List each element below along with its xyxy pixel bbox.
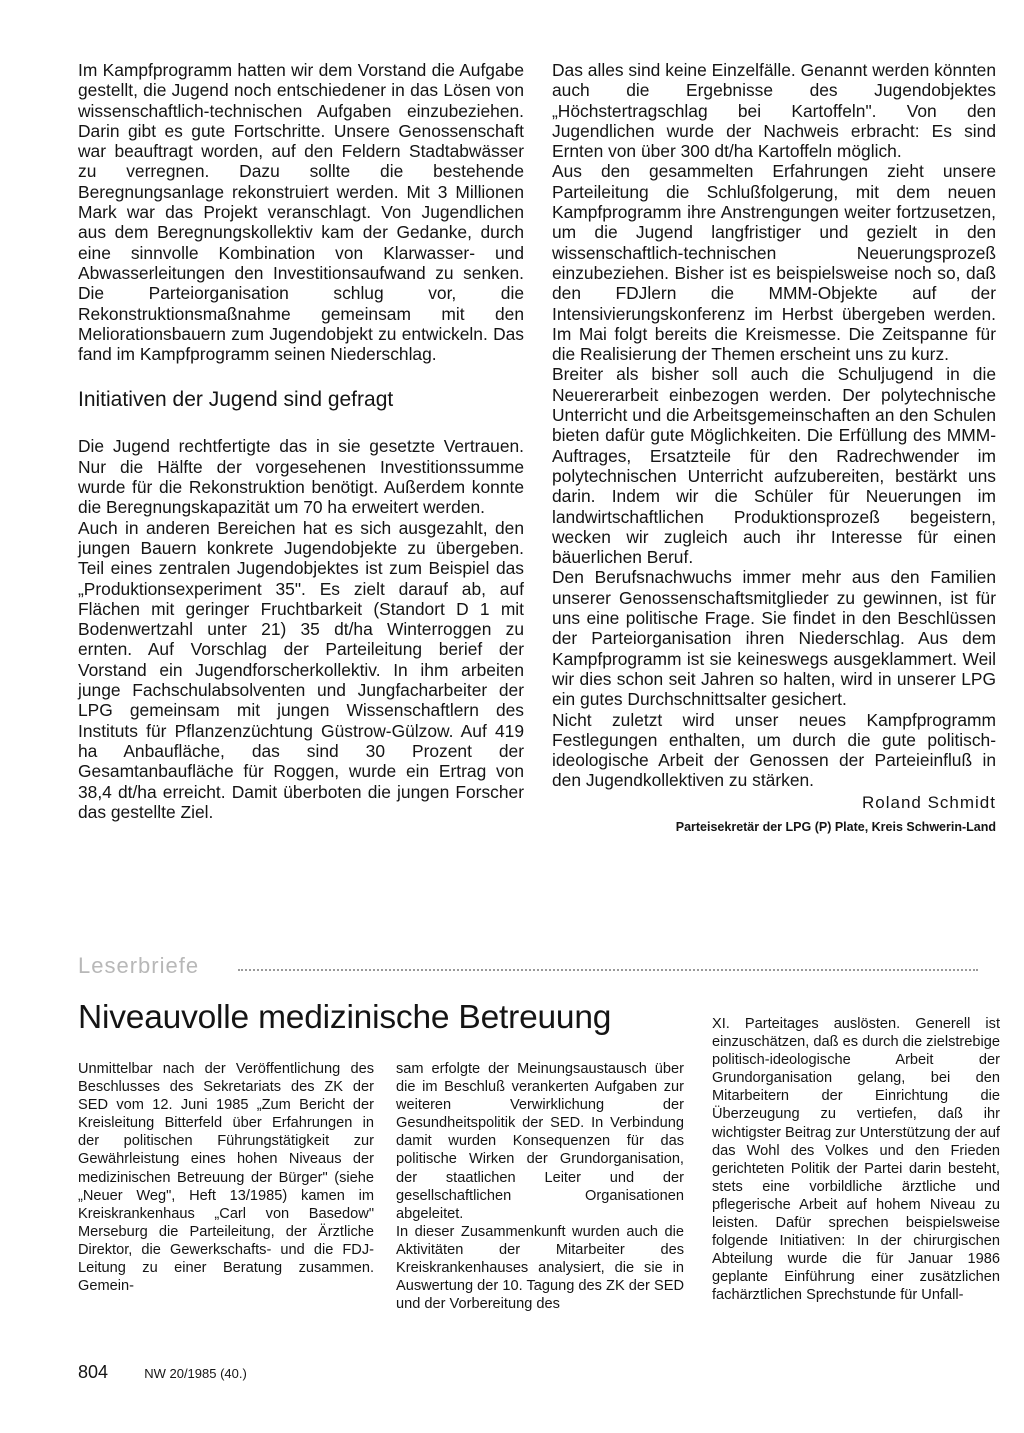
paragraph: Aus den gesammelten Erfahrungen zieht unsere Parteileitung die Schlußfolgerung, mit dem neuen Kampfprogramm ihre Anstrengungen weiter fortzusetzen, um die Jugend langfristiger und gezielt in den wissenschaftlich-technischen Neuerungsprozeß einzubeziehen. Bisher ist es beispielsweise noch so, daß den FDJlern die MMM-Objekte auf der Intensivierungskonferenz im Herbst übergeben werden. Im Mai folgt bereits die Kreismesse. Die Zeitspanne für die Realisierung der Themen erscheint uns zu kurz. [552,161,996,365]
paragraph: Im Kampfprogramm hatten wir dem Vorstand die Aufgabe gestellt, die Jugend noch entschiedener in das Lösen von wissenschaftlich-technischen Aufgaben einzubeziehen. Darin gibt es gute Fortschritte. Unsere Genossenschaft war beauftragt worden, auf den Feldern Stadtabwässer zu verregnen. Dazu sollte die bestehende Beregnungsanlage rekonstruiert werden. Mit 3 Millionen Mark war das Projekt veranschlagt. Von Jugendlichen aus dem Beregnungskollektiv kam der Gedanke, durch eine sinnvolle Kombination von Klarwasser- und Abwasserleitungen den Investitionsaufwand zu senken. Die Parteiorganisation schlug vor, die Rekonstruktionsmaßnahme gemeinsam mit den Meliorationsbauern zum Jugendobjekt zu entwickeln. Das fand im Kampfprogramm seinen Niederschlag. [78,60,524,365]
letter-column-1 [78,1060,374,1295]
article-headline: Niveauvolle medizinische Betreuung [78,999,612,1036]
article-column-left [78,60,524,822]
rubric-divider [238,969,978,971]
page-number: 804 [78,1362,109,1382]
issue-reference: NW 20/1985 (40.) [144,1366,247,1381]
page-footer [78,1362,247,1383]
paragraph: Breiter als bisher soll auch die Schuljugend in die Neuererarbeit einbezogen werden. Der polytechnische Unterricht und die Arbeitsgemeinschaften an den Schulen bieten dafür gute Möglichkeiten. Die Erfüllung des MMM-Auftrages, Ersatzteile für den Radrechwender im polytechnischen Unterricht aufzubereiten, bestärkt uns darin. Indem wir die Schüler für Neuerungen im landwirtschaftlichen Produktionsprozeß begeistern, wecken wir zugleich auch ihr Interesse für einen bäuerlichen Beruf. [552,364,996,568]
article-column-right [552,60,996,837]
paragraph: XI. Parteitages auslösten. Generell ist einzuschätzen, daß es durch die zielstrebige politisch-ideologische Arbeit der Grundorganisation gelang, bei den Mitarbeitern der Einrichtung die Überzeugung zu vertiefen, daß ihr wichtigster Beitrag zur Unterstützung der auf das Wohl des Volkes und den Frieden gerichteten Politik der Partei darin besteht, stets eine vorbildliche ärztliche und pflegerische Arbeit auf hohem Niveau zu leisten. Dafür sprechen beispielsweise folgende Initiativen: In der chirurgischen Abteilung wurde die für Januar 1986 geplante Einführung einer zusätzlichen fachärztlichen Sprechstunde für Unfall- [712,1016,1000,1304]
paragraph: sam erfolgte der Meinungsaustausch über die im Beschluß verankerten Aufgaben zur weiteren Verwirklichung der Gesundheitspolitik der SED. In Verbindung damit wurden Konsequenzen für das politische Wirken der Grundorganisation, der staatlichen Leiter und der gesellschaftlichen Organisationen abgeleitet. [396,1061,684,1222]
author-title: Parteisekretär der LPG (P) Plate, Kreis Schwerin-Land [675,819,996,834]
paragraph: Den Berufsnachwuchs immer mehr aus den Familien unserer Genossenschaftsmitglieder zu gewinnen, ist für uns eine politische Frage. Sie findet in den Beschlüssen der Parteiorganisation ihren Niederschlag. Aus dem Kampfprogramm ist sie keineswegs ausgeklammert. Weil wir dies schon seit Jahren so halten, wird in unserer LPG ein gutes Durchschnittsalter gesichert. [552,567,996,710]
paragraph: Die Jugend rechtfertigte das in sie gesetzte Vertrauen. Nur die Hälfte der vorgesehenen Investitionssumme wurde für die Rekonstruktion benötigt. Außerdem konnte die Beregnungskapazität um 70 ha erweitert werden. [78,436,524,518]
letter-column-3 [712,1015,1000,1305]
letter-column-2 [396,1060,684,1313]
paragraph: Das alles sind keine Einzelfälle. Genannt werden könnten auch die Ergebnisse des Jugendobjektes „Höchstertragschlag bei Kartoffeln". Von den Jugendlichen wurde der Nachweis erbracht: Es sind Ernten von über 300 dt/ha Kartoffeln möglich. [552,60,996,162]
rubric-label: Leserbriefe [78,953,200,978]
paragraph: In dieser Zusammenkunft wurden auch die Aktivitäten der Mitarbeiter des Kreiskrankenhauses analysiert, die sie in Auswertung der 10. Tagung des ZK der SED und der Vorbereitung des [396,1223,684,1313]
paragraph: Unmittelbar nach der Veröffentlichung des Beschlusses des Sekretariats des ZK der SED vom 12. Juni 1985 „Zum Bericht der Kreisleitung Bitterfeld über Erfahrungen in der politischen Führungstätigkeit zur Gewährleistung eines hohen Niveaus der medizinischen Betreuung der Bürger" (siehe „Neuer Weg", Heft 13/1985) kamen im Kreiskrankenhaus „Carl von Basedow" Merseburg die Parteileitung, der Ärztliche Direktor, die Gewerkschafts- und die FDJ-Leitung zu einer Beratung zusammen. Gemein- [78,1061,374,1295]
paragraph: Nicht zuletzt wird unser neues Kampfprogramm Festlegungen enthalten, um durch die gute politisch-ideologische Arbeit der Genossen der Parteieinfluß in den Jugendkollektiven zu stärken. [552,709,996,791]
subheading: Initiativen der Jugend sind gefragt [78,388,394,412]
author-name: Roland Schmidt [861,792,996,812]
paragraph: Auch in anderen Bereichen hat es sich ausgezahlt, den jungen Bauern konkrete Jugendobjekte zu übergeben. Teil eines zentralen Jugendobjektes ist zum Beispiel das „Produktionsexperiment 35". Es zielt darauf ab, auf Flächen mit geringer Fruchtbarkeit (Standort D 1 mit Bodenwertzahl unter 21) 35 dt/ha Winterroggen zu ernten. Auf Vorschlag der Parteileitung berief der Vorstand ein Jugendforscherkollektiv. In ihm arbeiten junge Fachschulabsolventen und Jungfacharbeiter der LPG gemeinsam mit jungen Wissenschaftlern des Instituts für Pflanzenzüchtung Güstrow-Gülzow. Auf 419 ha Anbaufläche, das sind 30 Prozent der Gesamtanbaufläche für Roggen, wurde ein Ertrag von 38,4 dt/ha erreicht. Damit überboten die jungen Forscher das gestellte Ziel. [78,517,524,822]
section-rubric [78,953,998,983]
